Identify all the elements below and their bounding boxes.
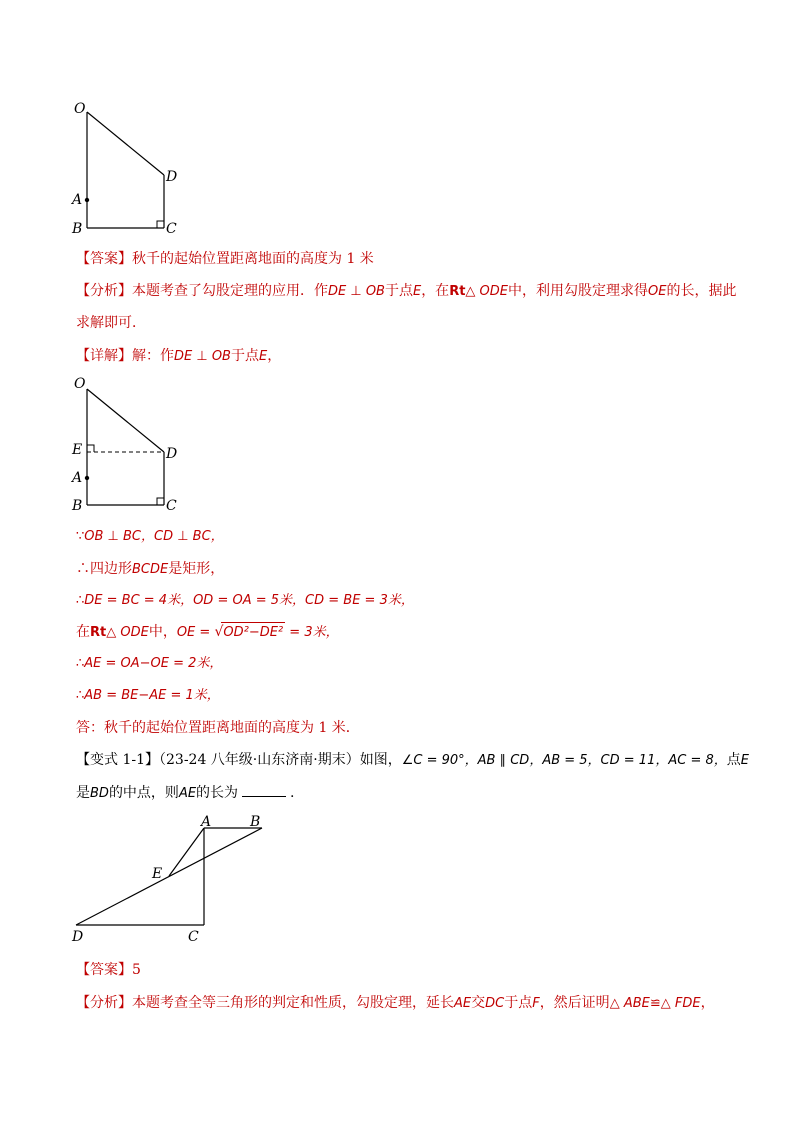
- answer-2: [76, 960, 141, 980]
- label-O: O: [74, 376, 86, 392]
- math: E: [740, 753, 749, 768]
- figure-2: [60, 372, 200, 517]
- label-B: B: [250, 814, 261, 830]
- step-7: 答：秋千的起始位置距离地面的高度为 1 米．: [76, 720, 360, 736]
- math: DC: [485, 996, 505, 1011]
- math: Rt: [90, 625, 107, 640]
- analysis-text: 于点: [384, 283, 413, 299]
- answer-blank: [242, 782, 286, 797]
- analysis-text: 的长，据此: [666, 283, 737, 299]
- analysis-text: 本题考查全等三角形的判定和性质，勾股定理，延长: [132, 995, 454, 1011]
- variant-conditions: ∠C = 90°，AB ∥ CD，AB = 5，CD = 11，AC = 8，: [401, 753, 727, 768]
- label-D: D: [166, 169, 178, 185]
- math: F: [532, 996, 540, 1011]
- answer-tag: 【答案】: [76, 251, 132, 267]
- step-text: 在: [76, 624, 90, 640]
- math: △ ABE≌△ FDE: [609, 996, 701, 1011]
- variant-line-2: [76, 782, 295, 804]
- analysis-text: ，在: [421, 283, 450, 299]
- variant-source: （23-24 八年级·山东济南·期末）如图，: [159, 752, 402, 768]
- step-1: ∵OB ⊥ BC，CD ⊥ BC，: [76, 529, 224, 544]
- step-6: ∴AB = BE−AE = 1米，: [76, 688, 220, 703]
- label-D: D: [166, 446, 178, 462]
- answer-1: [76, 249, 374, 269]
- label-C: C: [166, 221, 177, 237]
- label-A: A: [72, 192, 83, 208]
- math: DE ⊥ OB: [328, 284, 385, 299]
- detail-text: 解：作: [132, 348, 174, 364]
- label-O: O: [74, 101, 86, 117]
- step-text: ∴四边形: [76, 561, 132, 577]
- step-text: 中，: [148, 624, 177, 640]
- label-C: C: [188, 929, 199, 945]
- analysis-tag: 【分析】: [76, 995, 132, 1011]
- step-5: ∴AE = OA−OE = 2米，: [76, 656, 223, 671]
- math: △ ODE: [465, 284, 509, 299]
- step-text: 是矩形，: [168, 561, 225, 577]
- analysis-1-line-1: [76, 281, 736, 302]
- answer-tag: 【答案】: [76, 962, 132, 978]
- math: BCDE: [132, 562, 169, 577]
- label-C: C: [166, 498, 177, 514]
- analysis-text: ，然后证明: [539, 995, 610, 1011]
- label-A: A: [201, 814, 212, 830]
- analysis-2: [76, 993, 715, 1014]
- detail-tag: 【详解】: [76, 348, 132, 364]
- variant-text: 点: [726, 752, 741, 768]
- math: △ ODE: [106, 625, 149, 640]
- analysis-text: 中，利用勾股定理求得: [508, 283, 649, 299]
- figure-3: [60, 806, 280, 946]
- label-E: E: [152, 866, 163, 882]
- variant-text: .: [290, 785, 295, 801]
- math: OE: [648, 284, 667, 299]
- label-D: D: [72, 929, 84, 945]
- step-4: [76, 622, 339, 643]
- answer-text: 秋千的起始位置距离地面的高度为 1 米: [132, 251, 374, 267]
- analysis-text: 于点: [504, 995, 533, 1011]
- math: AE: [454, 996, 472, 1011]
- label-B: B: [72, 498, 83, 514]
- variant-text: 的长为: [196, 785, 239, 801]
- step-2: [76, 559, 224, 580]
- radicand: OD²−DE²: [221, 622, 285, 643]
- math: OE =: [176, 625, 215, 640]
- answer-text: 5: [132, 962, 141, 978]
- math: E: [258, 349, 268, 364]
- math: DE ⊥ OB: [174, 349, 231, 364]
- label-A: A: [72, 470, 83, 486]
- label-B: B: [72, 221, 83, 237]
- math: = 3米，: [285, 625, 339, 640]
- math: BD: [90, 786, 109, 801]
- detail-1: [76, 346, 281, 367]
- variant-text: 的中点，则: [108, 785, 179, 801]
- analysis-tag: 【分析】: [76, 283, 132, 299]
- detail-text: 于点: [230, 348, 259, 364]
- analysis-1-line-2: 求解即可．: [76, 315, 146, 331]
- step-3: ∴DE = BC = 4米，OD = OA = 5米，CD = BE = 3米，: [76, 593, 414, 608]
- radical-sign: √: [214, 624, 224, 640]
- detail-text: ，: [267, 348, 282, 364]
- analysis-text: ，: [700, 995, 715, 1011]
- figure-1: [60, 95, 200, 240]
- analysis-text: 交: [471, 995, 486, 1011]
- label-E: E: [72, 442, 83, 458]
- variant-text: 是: [76, 785, 90, 801]
- math: Rt: [449, 284, 466, 299]
- analysis-text: 本题考查了勾股定理的应用．作: [132, 283, 328, 299]
- math: AE: [178, 786, 197, 801]
- variant-line-1: [76, 750, 749, 771]
- variant-tag: 【变式 1-1】: [76, 752, 159, 768]
- math: E: [412, 284, 422, 299]
